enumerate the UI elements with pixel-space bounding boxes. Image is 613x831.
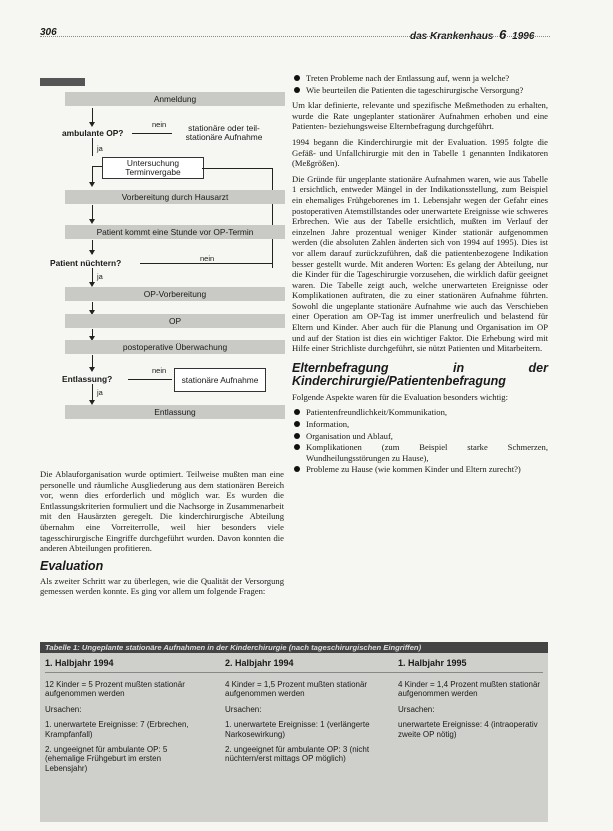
step-entlassung-label: Entlassung	[154, 407, 196, 417]
step-anmeldung	[65, 92, 285, 106]
table-cell: Ursachen:	[398, 704, 435, 714]
question-nuechtern: Patient nüchtern?	[50, 258, 122, 268]
list-item: Komplikationen (zum Beispiel starke Schmerzen, Wundheilungsstörungen zu Hause),	[292, 442, 548, 463]
step-postop	[65, 340, 285, 354]
answer-no: nein	[152, 366, 167, 375]
connector	[132, 133, 172, 134]
process-flowchart	[40, 78, 285, 423]
step-vorbereitung-label: Vorbereitung durch Hausarzt	[121, 192, 229, 202]
step-patient-kommt	[65, 225, 285, 239]
paragraph: Die Gründe für ungeplante stationäre Aufnahmen waren, wie aus Tabelle 1 ersichtlich, entweder Mängel in der Indikationsstellung, zum Beispiel ein ehemaliges Frühgeborenes im 1. Lebensjahr wegen der Gefahr eines postoperativen Atemstillstandes oder unerwartete Ereignisse wie schweres Erbrechen. Wie aus der Tabelle ersichtlich, mußten im Verlauf der einzelnen Jahre prozentual weniger Kinder stationär aufgenommen werden (die absoluten Zahlen änderten sich von 1994 auf 1995). Dies ist vor allem darauf zurückzuführen, daß die patientenbezogene Indikation besser gestellt wurde. Mit anderen Worten: Es gelang der Abteilung, nur die Kinder für die Tageschirurgie vorzusehen, die wirklich dafür geeignet waren. Die Tabelle zeigt auch, welche unerwarteten Ereignisse oder Komplikationen auftraten, die zu einer stationären Aufnahme führten. Sowohl die ungeplante stationäre Aufnahme wie auch das Verschieben einer Operation am OP-Tag ist immer unerfreulich und belastend für Eltern und Kinder. Aber auch für die Planung und Organisation im OP und auf der Station ist dies ein wichtiger Faktor. Die Erhebung wird mit Hilfe einer Strichliste durchgeführt, sie nützt Patienten und Mitarbeitern.	[292, 173, 548, 354]
table-column	[398, 680, 543, 745]
table-cell: 12 Kinder = 5 Prozent mußten stationär aufgenommen werden	[45, 680, 185, 699]
answer-no: nein	[200, 254, 215, 263]
table-cell: Ursachen:	[45, 704, 82, 714]
paragraph: 1994 begann die Kinderchirurgie mit der Evaluation. 1995 folgte die Gefäß- und Unfallchirurgie mit den in Tabelle 1 genannten Indikatoren (Meßgrößen).	[292, 136, 548, 169]
table-cell: Ursachen:	[225, 704, 262, 714]
left-column	[40, 469, 284, 602]
arrow-icon	[89, 182, 95, 187]
step-entlassung	[65, 405, 285, 419]
connector	[128, 379, 172, 380]
connector	[92, 166, 102, 167]
question-ambulante-op: ambulante OP?	[62, 128, 124, 138]
step-op	[65, 314, 285, 328]
table-cell: 1. unerwartete Ereignisse: 7 (Erbrechen, Krampfanfall)	[45, 720, 189, 739]
section-heading-evaluation: Evaluation	[40, 558, 104, 573]
arrow-icon	[89, 367, 95, 372]
step-patient-kommt-label: Patient kommt eine Stunde vor OP-Termin	[96, 227, 254, 237]
table-column	[45, 680, 205, 779]
arrow-icon	[89, 219, 95, 224]
header-rule	[40, 36, 550, 37]
paragraph: Um klar definierte, relevante und spezifische Meßmethoden zu erhalten, wurde die Rate ungeplanter stationärer Aufnahmen erhoben und eine Patienten- beziehungsweise Elternbefragung durchgeführt.	[292, 100, 548, 132]
paragraph: Die Ablauforganisation wurde optimiert. Teilweise mußten man eine personelle und räumliche Ausgliederung aus dem stationären Bereich vor, wenn dies erforderlich und möglich war. Es wurden die Entlassungskriterien formuliert und die Nachsorge in Zusammenarbeit mit den Hausärzten geregelt. Die kinderchirurgische Abteilung übernahm eine Vorreiterrolle, weil hier besonders viele tagesschirurgische Eingriffe durchgeführt wurden. Davon konnten die anderen Abteilungen profitieren.	[40, 469, 284, 554]
step-op-vorbereitung-label: OP-Vorbereitung	[143, 289, 207, 299]
table-cell: 2. ungeeignet für ambulante OP: 5 (ehemalige Frühgeburt im ersten Lebensjahr)	[45, 745, 168, 773]
list-item: Organisation und Ablauf,	[292, 431, 548, 442]
step-op-vorbereitung	[65, 287, 285, 301]
list-item: Wie beurteilen die Patienten die tageschirurgische Versorgung?	[292, 85, 548, 96]
table-ungeplante-aufnahmen	[40, 642, 548, 822]
step-anmeldung-label: Anmeldung	[153, 94, 197, 104]
table-caption: Tabelle 1: Ungeplante stationäre Aufnahmen in der Kinderchirurgie (nach tageschirurgischen Eingriffen)	[40, 642, 548, 653]
question-list	[292, 73, 548, 95]
table-header: 1. Halbjahr 1995	[398, 658, 467, 668]
answer-yes: ja	[97, 144, 103, 153]
paragraph: Folgende Aspekte waren für die Evaluation besonders wichtig:	[292, 391, 508, 402]
table-header: 1. Halbjahr 1994	[45, 658, 114, 668]
flowchart-tab	[40, 78, 85, 86]
box-stationaere-aufnahme: stationäre oder teil-stationäre Aufnahme	[174, 122, 274, 144]
arrow-icon	[89, 122, 95, 127]
connector	[272, 168, 273, 268]
issue-year: 1996	[512, 31, 535, 42]
step-postop-label: postoperative Überwachung	[122, 342, 228, 352]
table-cell: 2. ungeeignet für ambulante OP: 3 (nicht nüchtern/erst mittags OP möglich)	[225, 745, 370, 764]
list-item: Information,	[292, 419, 548, 430]
box-stationaere-aufnahme-2: stationäre Aufnahme	[174, 368, 266, 392]
answer-no: nein	[152, 120, 167, 129]
connector	[92, 138, 93, 156]
paragraph: Als zweiter Schritt war zu überlegen, wie die Qualität der Versorgung gemessen werden konnte. Es ging vor allem um folgende Fragen:	[40, 575, 284, 597]
right-column	[292, 73, 548, 476]
table-divider	[45, 672, 543, 673]
answer-yes: ja	[97, 272, 103, 281]
table-cell: 4 Kinder = 1,5 Prozent mußten stationär aufgenommen werden	[225, 680, 368, 699]
step-untersuchung: Untersuchung Terminvergabe	[102, 157, 204, 179]
table-header: 2. Halbjahr 1994	[225, 658, 294, 668]
step-op-label: OP	[168, 316, 182, 326]
table-cell: 4 Kinder = 1,4 Prozent mußten stationär aufgenommen werden	[398, 680, 541, 699]
journal-name: das Krankenhaus	[410, 31, 494, 42]
issue-number: 6	[499, 27, 507, 42]
aspect-list	[292, 407, 548, 475]
step-vorbereitung	[65, 190, 285, 204]
list-item: Probleme zu Hause (wie kommen Kinder und Eltern zurecht?)	[292, 464, 548, 475]
arrow-icon	[89, 250, 95, 255]
list-item: Treten Probleme nach der Entlassung auf, wenn ja welche?	[292, 73, 548, 84]
answer-yes: ja	[97, 388, 103, 397]
connector	[202, 168, 272, 169]
table-cell: unerwartete Ereignisse: 4 (intraoperativ zweite OP nötig)	[398, 720, 538, 739]
table-column	[225, 680, 385, 770]
question-entlassung: Entlassung?	[62, 374, 113, 384]
running-header	[410, 27, 534, 42]
page-number: 306	[40, 27, 57, 38]
list-item: Patientenfreundlichkeit/Kommunikation,	[292, 407, 548, 418]
table-cell: 1. unerwartete Ereignisse: 1 (verlängerte Narkosewirkung)	[225, 720, 370, 739]
connector	[140, 263, 272, 264]
section-heading-elternbefragung: Elternbefragung in der Kinderchirurgie/Patientenbefragung	[292, 360, 548, 388]
